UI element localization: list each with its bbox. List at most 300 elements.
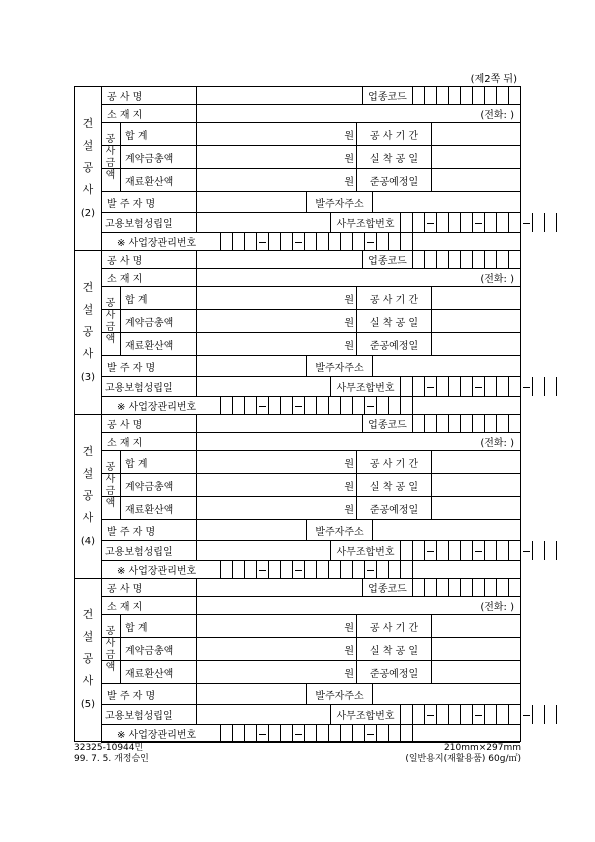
digit-box[interactable] (461, 579, 473, 596)
form-row (101, 287, 520, 310)
amount-field[interactable] (197, 474, 357, 496)
digit-box[interactable] (521, 377, 533, 396)
digit-box[interactable] (305, 561, 317, 578)
approval-date: 99. 7. 5. 개정승인 (74, 754, 149, 764)
digit-box[interactable] (497, 705, 509, 724)
digit-box[interactable] (449, 87, 461, 104)
office-number-boxes[interactable] (401, 541, 557, 560)
phone-field[interactable]: (전화: ) (480, 438, 514, 449)
digit-box[interactable] (317, 397, 329, 414)
digit-box[interactable] (353, 561, 365, 578)
form-row (101, 561, 520, 579)
digit-box[interactable] (545, 213, 557, 232)
digit-box[interactable] (461, 213, 473, 232)
site-number-label: ※ 사업장관리번호 (101, 561, 221, 578)
digit-box[interactable] (413, 213, 425, 232)
digit-box[interactable] (305, 397, 317, 414)
completion-date-label: 준공예정일 (357, 333, 432, 355)
amount-field[interactable] (197, 638, 357, 660)
form-row (101, 233, 520, 251)
won-unit: 원 (344, 176, 354, 188)
orderer-label: 발 주 자 명 (101, 356, 197, 376)
digit-box[interactable] (449, 377, 461, 396)
project-name-field[interactable] (197, 579, 363, 596)
digit-box[interactable] (449, 705, 461, 724)
digit-box[interactable] (245, 561, 257, 578)
digit-box[interactable] (221, 233, 233, 250)
amount-field[interactable] (197, 123, 357, 145)
digit-box[interactable] (305, 233, 317, 250)
orderer-field[interactable] (197, 192, 307, 212)
digit-box[interactable] (461, 705, 473, 724)
start-date-label: 실 착 공 일 (357, 146, 432, 168)
digit-box[interactable] (245, 233, 257, 250)
digit-box[interactable] (533, 705, 545, 724)
industry-code-boxes[interactable] (413, 251, 509, 268)
digit-box[interactable] (497, 87, 509, 104)
project-name-field[interactable] (197, 251, 363, 268)
digit-box[interactable] (401, 233, 413, 250)
form-row (101, 333, 520, 356)
digit-box[interactable] (269, 233, 281, 250)
total-label: 합 계 (121, 287, 197, 309)
digit-box[interactable] (461, 377, 473, 396)
form-row (101, 269, 520, 287)
digit-box[interactable] (509, 377, 521, 396)
industry-code-boxes[interactable] (413, 579, 509, 596)
phone-field[interactable]: (전화: ) (480, 602, 514, 613)
location-label: 소 재 지 (101, 105, 197, 122)
amount-field[interactable] (197, 661, 357, 683)
form-row (101, 541, 520, 561)
location-label: 소 재 지 (101, 597, 197, 614)
contract-total-label: 계약금총액 (121, 310, 197, 332)
industry-code-label: 업종코드 (363, 579, 413, 596)
amount-field[interactable] (197, 287, 357, 309)
digit-box[interactable] (341, 725, 353, 742)
digit-box[interactable] (437, 213, 449, 232)
digit-box[interactable] (521, 541, 533, 560)
digit-box[interactable] (449, 579, 461, 596)
digit-box[interactable] (497, 541, 509, 560)
digit-box[interactable] (353, 725, 365, 742)
phone-field[interactable]: (전화: ) (480, 110, 514, 121)
digit-box[interactable] (329, 397, 341, 414)
orderer-field[interactable] (197, 356, 307, 376)
construction-amount-label (101, 287, 121, 356)
insurance-date-label: 고용보험성립일 (101, 705, 197, 724)
block-label-char: 건 (82, 116, 94, 130)
digit-box[interactable] (485, 251, 497, 268)
digit-box[interactable] (377, 725, 389, 742)
material-amount-label: 재료환산액 (121, 497, 197, 519)
office-number-label: 사무조합번호 (331, 541, 401, 560)
form-row (101, 520, 520, 541)
digit-box[interactable] (461, 415, 473, 432)
digit-box[interactable] (401, 705, 413, 724)
page-header: (제2쪽 뒤) (470, 74, 517, 85)
completion-date-label: 준공예정일 (357, 169, 432, 191)
digit-box[interactable] (401, 397, 413, 414)
digit-box[interactable] (497, 213, 509, 232)
digit-box[interactable] (425, 541, 437, 560)
site-number-label: ※ 사업장관리번호 (101, 725, 221, 742)
digit-box[interactable] (473, 579, 485, 596)
digit-box[interactable] (281, 725, 293, 742)
digit-box[interactable] (425, 705, 437, 724)
digit-box[interactable] (401, 377, 413, 396)
contract-total-label: 계약금총액 (121, 638, 197, 660)
industry-code-boxes[interactable] (413, 87, 509, 104)
won-unit: 원 (344, 504, 354, 516)
form-row (101, 451, 520, 474)
digit-box[interactable] (533, 541, 545, 560)
digit-box[interactable] (341, 233, 353, 250)
digit-box[interactable] (461, 251, 473, 268)
orderer-label: 발 주 자 명 (101, 520, 197, 540)
form-row (101, 474, 520, 497)
digit-box[interactable] (497, 251, 509, 268)
amount-label-char: 금 (105, 485, 116, 497)
won-unit: 원 (344, 668, 354, 680)
won-unit: 원 (344, 294, 354, 306)
digit-box[interactable] (413, 251, 425, 268)
digit-box[interactable] (425, 415, 437, 432)
site-number-boxes[interactable] (221, 233, 413, 250)
amount-field[interactable] (197, 497, 357, 519)
amount-field[interactable] (197, 169, 357, 191)
total-label: 합 계 (121, 615, 197, 637)
digit-box[interactable] (485, 87, 497, 104)
digit-box[interactable] (305, 725, 317, 742)
construction-period-label: 공 사 기 간 (357, 615, 432, 637)
insurance-date-field[interactable] (197, 213, 331, 232)
orderer-label: 발 주 자 명 (101, 192, 197, 212)
start-date-label: 실 착 공 일 (357, 638, 432, 660)
digit-box[interactable] (269, 397, 281, 414)
form-row (101, 146, 520, 169)
footer-left (74, 743, 149, 765)
digit-box[interactable] (377, 233, 389, 250)
amount-field[interactable] (197, 333, 357, 355)
digit-box[interactable] (449, 415, 461, 432)
digit-box[interactable] (425, 213, 437, 232)
digit-box[interactable] (473, 705, 485, 724)
digit-box[interactable] (413, 541, 425, 560)
digit-box[interactable] (497, 579, 509, 596)
amount-field[interactable] (197, 451, 357, 473)
digit-box[interactable] (257, 561, 269, 578)
form-row (101, 615, 520, 638)
amount-field[interactable] (197, 310, 357, 332)
block-label-char: 건 (82, 444, 94, 458)
project-name-label: 공 사 명 (101, 87, 197, 104)
date-field[interactable] (432, 287, 522, 309)
digit-box[interactable] (377, 397, 389, 414)
site-number-boxes[interactable] (221, 397, 413, 414)
digit-box[interactable] (413, 377, 425, 396)
digit-box[interactable] (461, 87, 473, 104)
date-field[interactable] (432, 169, 522, 191)
digit-box[interactable] (281, 233, 293, 250)
construction-period-label: 공 사 기 간 (357, 123, 432, 145)
paper-size: 210mm×297mm (444, 743, 521, 753)
digit-box[interactable] (545, 377, 557, 396)
block-label (75, 415, 102, 578)
digit-box[interactable] (437, 251, 449, 268)
digit-box[interactable] (341, 561, 353, 578)
digit-box[interactable] (509, 705, 521, 724)
digit-box[interactable] (221, 561, 233, 578)
digit-box[interactable] (353, 397, 365, 414)
digit-box[interactable] (437, 541, 449, 560)
digit-box[interactable] (389, 397, 401, 414)
phone-field[interactable]: (전화: ) (480, 274, 514, 285)
digit-box[interactable] (473, 377, 485, 396)
digit-box[interactable] (521, 213, 533, 232)
digit-box[interactable] (257, 725, 269, 742)
digit-box[interactable] (425, 87, 437, 104)
digit-box[interactable] (437, 705, 449, 724)
amount-label-char: 금 (105, 321, 116, 333)
digit-box[interactable] (425, 579, 437, 596)
form-row (101, 638, 520, 661)
digit-box[interactable] (449, 541, 461, 560)
block-label-char: 공 (82, 488, 94, 502)
digit-box[interactable] (521, 705, 533, 724)
orderer-label: 발 주 자 명 (101, 684, 197, 704)
orderer-address-field[interactable] (373, 356, 522, 376)
form-row (101, 579, 520, 597)
date-field[interactable] (432, 333, 522, 355)
digit-box[interactable] (485, 415, 497, 432)
digit-box[interactable] (473, 213, 485, 232)
digit-box[interactable] (473, 541, 485, 560)
digit-box[interactable] (485, 377, 497, 396)
won-unit: 원 (344, 130, 354, 142)
digit-box[interactable] (317, 725, 329, 742)
digit-box[interactable] (293, 725, 305, 742)
digit-box[interactable] (365, 725, 377, 742)
digit-box[interactable] (281, 397, 293, 414)
office-number-boxes[interactable] (401, 213, 557, 232)
form-row (101, 356, 520, 377)
digit-box[interactable] (497, 415, 509, 432)
office-number-boxes[interactable] (401, 705, 557, 724)
location-label: 소 재 지 (101, 433, 197, 450)
digit-box[interactable] (437, 377, 449, 396)
digit-box[interactable] (233, 725, 245, 742)
digit-box[interactable] (377, 561, 389, 578)
digit-box[interactable] (389, 725, 401, 742)
project-name-field[interactable] (197, 87, 363, 104)
form-row (101, 397, 520, 415)
digit-box[interactable] (365, 233, 377, 250)
digit-box[interactable] (233, 233, 245, 250)
digit-box[interactable] (245, 725, 257, 742)
digit-box[interactable] (533, 213, 545, 232)
insurance-date-field[interactable] (197, 705, 331, 724)
digit-box[interactable] (221, 397, 233, 414)
office-number-label: 사무조합번호 (331, 213, 401, 232)
form-code: 32325-10944민 (74, 743, 144, 753)
block-label (75, 87, 102, 250)
digit-box[interactable] (317, 561, 329, 578)
digit-box[interactable] (545, 541, 557, 560)
industry-code-boxes[interactable] (413, 415, 509, 432)
digit-box[interactable] (509, 541, 521, 560)
block-number: (2) (80, 207, 96, 219)
digit-box[interactable] (449, 251, 461, 268)
form-row (101, 192, 520, 213)
digit-box[interactable] (317, 233, 329, 250)
digit-box[interactable] (401, 725, 413, 742)
digit-box[interactable] (473, 415, 485, 432)
digit-box[interactable] (329, 233, 341, 250)
digit-box[interactable] (221, 725, 233, 742)
digit-box[interactable] (413, 579, 425, 596)
won-unit: 원 (344, 481, 354, 493)
date-field[interactable] (432, 474, 522, 496)
amount-label-char: 액 (105, 333, 116, 345)
insurance-date-label: 고용보험성립일 (101, 213, 197, 232)
date-field[interactable] (432, 661, 522, 683)
digit-box[interactable] (389, 561, 401, 578)
digit-box[interactable] (401, 561, 413, 578)
digit-box[interactable] (293, 561, 305, 578)
digit-box[interactable] (269, 725, 281, 742)
block-label-char: 설 (82, 466, 94, 480)
site-number-boxes[interactable] (221, 725, 413, 742)
digit-box[interactable] (257, 233, 269, 250)
digit-box[interactable] (293, 233, 305, 250)
block-label (75, 251, 102, 414)
project-name-field[interactable] (197, 415, 363, 432)
digit-box[interactable] (281, 561, 293, 578)
date-field[interactable] (432, 123, 522, 145)
site-number-boxes[interactable] (221, 561, 413, 578)
office-number-boxes[interactable] (401, 377, 557, 396)
date-field[interactable] (432, 146, 522, 168)
insurance-date-field[interactable] (197, 377, 331, 396)
digit-box[interactable] (437, 415, 449, 432)
orderer-address-field[interactable] (373, 684, 522, 704)
amount-label-char: 사 (105, 473, 116, 485)
date-field[interactable] (432, 497, 522, 519)
block-label-char: 사 (82, 510, 94, 524)
construction-block (74, 578, 521, 742)
digit-box[interactable] (389, 233, 401, 250)
block-label-char: 공 (82, 652, 94, 665)
amount-label-char: 사 (105, 309, 116, 321)
construction-amount-label (101, 451, 121, 520)
digit-box[interactable] (341, 397, 353, 414)
digit-box[interactable] (233, 397, 245, 414)
orderer-address-label: 발주자주소 (307, 356, 373, 376)
digit-box[interactable] (497, 377, 509, 396)
digit-box[interactable] (425, 377, 437, 396)
contract-total-label: 계약금총액 (121, 146, 197, 168)
won-unit: 원 (344, 153, 354, 165)
digit-box[interactable] (329, 561, 341, 578)
digit-box[interactable] (485, 213, 497, 232)
form-row (101, 725, 520, 743)
amount-label-char: 금 (105, 157, 116, 169)
construction-block (74, 414, 521, 578)
won-unit: 원 (344, 645, 354, 657)
digit-box[interactable] (365, 561, 377, 578)
digit-box[interactable] (269, 561, 281, 578)
amount-label-char: 금 (105, 649, 116, 661)
digit-box[interactable] (533, 377, 545, 396)
construction-form (74, 86, 521, 742)
form-row (101, 87, 520, 105)
won-unit: 원 (344, 317, 354, 329)
digit-box[interactable] (425, 251, 437, 268)
digit-box[interactable] (353, 233, 365, 250)
form-row (101, 105, 520, 123)
digit-box[interactable] (245, 397, 257, 414)
date-field[interactable] (432, 615, 522, 637)
block-label-char: 건 (82, 608, 94, 621)
digit-box[interactable] (509, 213, 521, 232)
date-field[interactable] (432, 451, 522, 473)
date-field[interactable] (432, 638, 522, 660)
orderer-address-field[interactable] (373, 520, 522, 540)
orderer-field[interactable] (197, 684, 307, 704)
digit-box[interactable] (437, 579, 449, 596)
amount-field[interactable] (197, 146, 357, 168)
contract-total-label: 계약금총액 (121, 474, 197, 496)
digit-box[interactable] (485, 705, 497, 724)
digit-box[interactable] (365, 397, 377, 414)
site-number-label: ※ 사업장관리번호 (101, 397, 221, 414)
digit-box[interactable] (545, 705, 557, 724)
digit-box[interactable] (413, 415, 425, 432)
digit-box[interactable] (473, 87, 485, 104)
digit-box[interactable] (413, 87, 425, 104)
date-field[interactable] (432, 310, 522, 332)
block-number: (3) (80, 371, 96, 383)
digit-box[interactable] (257, 397, 269, 414)
footer-right (405, 743, 521, 765)
orderer-address-field[interactable] (373, 192, 522, 212)
digit-box[interactable] (449, 213, 461, 232)
digit-box[interactable] (329, 725, 341, 742)
insurance-date-field[interactable] (197, 541, 331, 560)
amount-field[interactable] (197, 615, 357, 637)
industry-code-label: 업종코드 (363, 87, 413, 104)
digit-box[interactable] (461, 541, 473, 560)
form-row (101, 497, 520, 520)
site-number-label: ※ 사업장관리번호 (101, 233, 221, 250)
block-label-char: 설 (82, 138, 94, 152)
digit-box[interactable] (485, 541, 497, 560)
digit-box[interactable] (473, 251, 485, 268)
digit-box[interactable] (485, 579, 497, 596)
block-label-char: 설 (82, 302, 94, 316)
form-row (101, 123, 520, 146)
construction-period-label: 공 사 기 간 (357, 451, 432, 473)
digit-box[interactable] (401, 213, 413, 232)
digit-box[interactable] (233, 561, 245, 578)
digit-box[interactable] (293, 397, 305, 414)
digit-box[interactable] (413, 705, 425, 724)
total-label: 합 계 (121, 123, 197, 145)
digit-box[interactable] (437, 87, 449, 104)
digit-box[interactable] (401, 541, 413, 560)
orderer-field[interactable] (197, 520, 307, 540)
